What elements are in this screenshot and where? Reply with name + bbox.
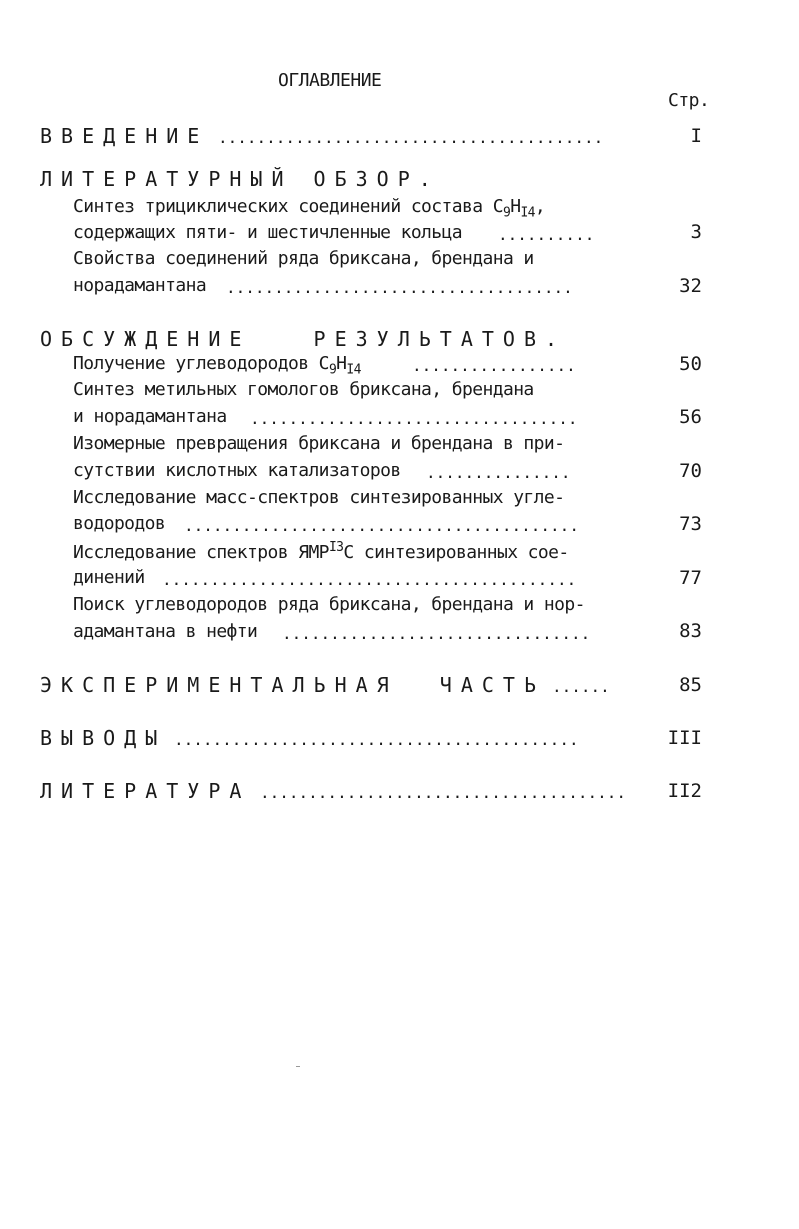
toc-page-number: 85 — [679, 674, 702, 696]
toc-page-number: 83 — [679, 620, 702, 642]
toc-heading-literature-review: ЛИТЕРАТУРНЫЙ ОБЗОР. — [40, 167, 440, 191]
toc-leader-dots: .................................... — [226, 278, 573, 297]
toc-subitem-line: Синтез трициклических соединений состава $С_9Н_{I4}$, — [73, 196, 546, 221]
toc-leader-dots: ............... — [426, 463, 571, 482]
toc-leader-dots: ................. — [412, 356, 576, 375]
toc-subitem-line: адамантана в нефти — [73, 621, 258, 642]
toc-page-number: 3 — [690, 221, 702, 243]
toc-subitem-line: норадамантана — [73, 275, 207, 296]
toc-leader-dots: ...... — [552, 677, 610, 696]
toc-subitem-line: динений — [73, 567, 145, 588]
toc-subitem-line: сутствии кислотных катализаторов — [73, 460, 401, 481]
toc-heading-intro: ВВЕДЕНИЕ — [40, 124, 209, 148]
toc-page-number: 73 — [679, 513, 702, 535]
toc-page-number: III — [667, 727, 702, 749]
toc-heading-references: ЛИТЕРАТУРА — [40, 779, 251, 803]
toc-page-number: 70 — [679, 460, 702, 482]
toc-subitem-line: содержащих пяти- и шестичленные кольца — [73, 222, 463, 243]
page-column-label: Стр. — [668, 90, 710, 111]
toc-page-number: 56 — [679, 406, 702, 428]
toc-subitem-line: Свойства соединений ряда бриксана, брендана и — [73, 248, 534, 269]
toc-subitem-line: Изомерные превращения бриксана и брендана в при- — [73, 433, 565, 454]
toc-leader-dots: ...................................... — [260, 783, 627, 802]
toc-heading-experimental: ЭКСПЕРИМЕНТАЛЬНАЯ ЧАСТЬ — [40, 673, 546, 697]
toc-leader-dots: ........................................ — [218, 128, 604, 147]
toc-heading-discussion: ОБСУЖДЕНИЕ РЕЗУЛЬТАТОВ. — [40, 327, 567, 351]
toc-subitem-line: Получение углеводородов $С_9Н_{I4}$ — [73, 353, 361, 378]
toc-leader-dots: ......................................... — [184, 516, 579, 535]
toc-subitem-line: Исследование масс-спектров синтезированных угле- — [73, 487, 565, 508]
toc-leader-dots: .......... — [498, 225, 595, 244]
toc-leader-dots: .................................. — [250, 409, 578, 428]
toc-page-number: II2 — [667, 780, 702, 802]
toc-subitem-line: Исследование спектров $ЯМР^{I3}С$ синтезированных сое- — [73, 540, 569, 563]
toc-subitem-line: водородов — [73, 513, 166, 534]
scan-speck — [296, 1066, 300, 1067]
toc-subitem-line: и норадамантана — [73, 406, 227, 427]
toc-page-number: 50 — [679, 353, 702, 375]
page-title: ОГЛАВЛЕНИЕ — [278, 70, 382, 91]
toc-heading-conclusions: ВЫВОДЫ — [40, 726, 167, 750]
toc-page-number: I — [690, 125, 702, 147]
toc-subitem-line: Поиск углеводородов ряда бриксана, брендана и нор- — [73, 594, 585, 615]
toc-page-number: 32 — [679, 275, 702, 297]
toc-page-number: 77 — [679, 567, 702, 589]
toc-leader-dots: ........................................... — [162, 570, 577, 589]
toc-leader-dots: .......................................... — [174, 730, 579, 749]
toc-subitem-line: Синтез метильных гомологов бриксана, брендана — [73, 379, 534, 400]
toc-leader-dots: ................................ — [282, 624, 591, 643]
